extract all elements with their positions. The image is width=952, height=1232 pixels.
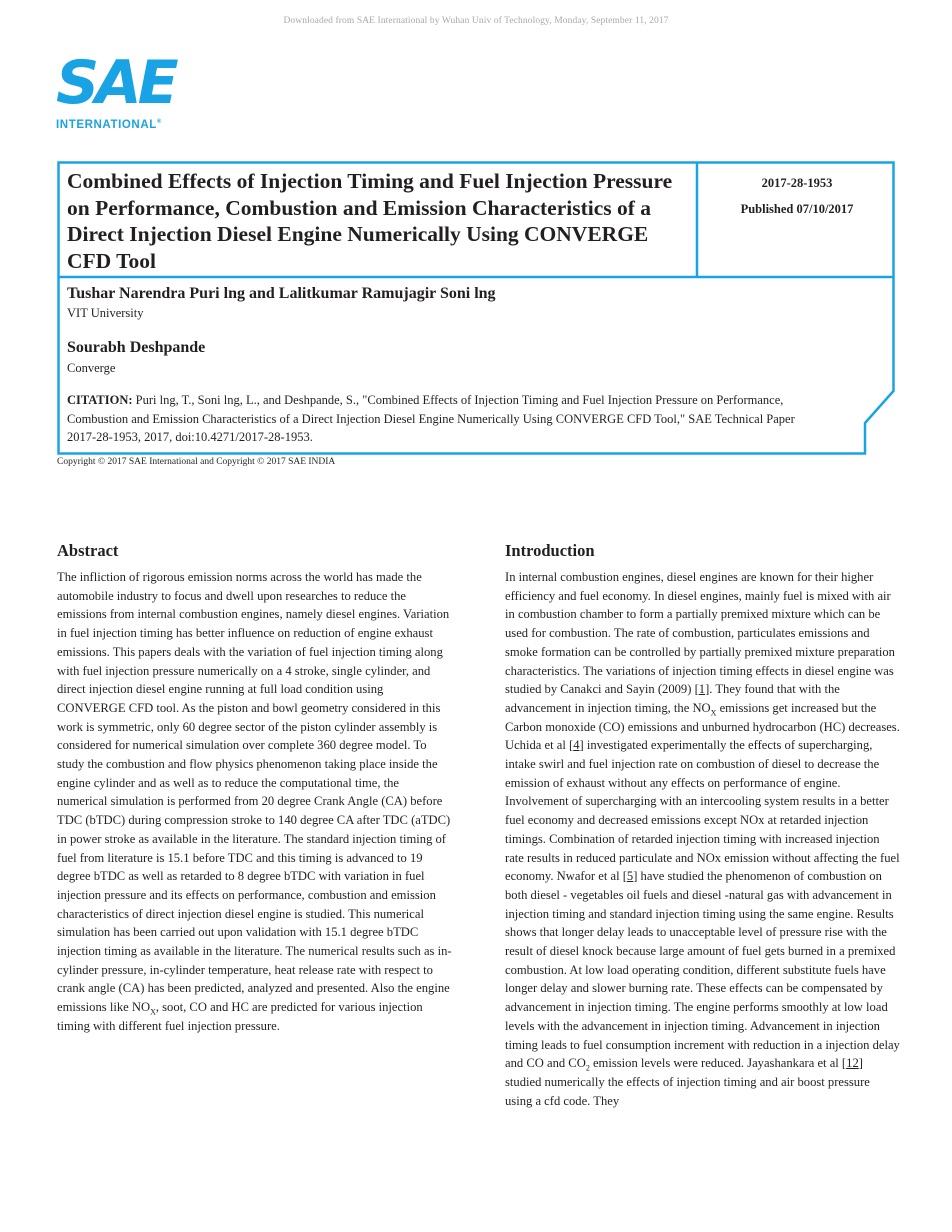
abstract-section [57,540,452,1036]
abstract-heading: Abstract [57,541,119,560]
paper-title: Combined Effects of Injection Timing and Fuel Injection Pressure on Performance, Combustion and Emission Characteristics of a Direct Injection Diesel Engine Numerically Using CONVERGE CFD Tool [67,169,673,273]
copyright: Copyright © 2017 SAE International and Copyright © 2017 SAE INDIA [57,457,336,467]
logo-mark: SAE [56,48,175,118]
reference-link[interactable]: 1 [698,682,706,697]
paper-number: 2017-28-1953 [761,176,833,190]
reference-link[interactable]: 4 [573,738,580,753]
download-note: Downloaded from SAE International by Wuhan Univ of Technology, Monday, September 11, 2017 [283,16,669,26]
logo-subtitle [56,119,162,131]
citation-label: CITATION: [67,393,133,407]
affiliation-primary: VIT University [67,306,144,320]
authors-secondary: Sourabh Deshpande [67,339,206,356]
published-date: Published 07/10/2017 [740,202,854,216]
reference-link[interactable]: 5 [626,869,634,884]
reference-link[interactable]: 12 [846,1056,859,1071]
introduction-body: In internal combustion engines, diesel engines are known for their higher efficiency and fuel economy. In diesel engines, mainly fuel is mixed with air in combustion chamber to form a partially premixed mixture which can be used for combustion. The rate of combustion, particulates emissions and smoke formation can be controlled by partially premixed mixture preparation characteristics. The variations of injection timing effects in diesel engine was studied by Canakci and Sayin (2009) [1]. They found that with the advancement in injection timing, the $NO_X$ emissions get increased but the Carbon monoxide (CO) emissions and unburned hydrocarbon (HC) decreases. Uchida et al [4] investigated experimentally the effects of supercharging, intake swirl and fuel injection rate on combustion of diesel to decrease the emission of exhaust without any effects on performance of engine. Involvement of supercharging with an intercooling system results in a better fuel economy and decreased emissions except NOx at retarded injection timings. Combination of retarded injection timing with increased injection rate results in reduced particulate and NOx emission without affecting the fuel economy. Nwafor et al [5] have studied the phenomenon of combustion on both diesel - vegetables oil fuels and diesel -natural gas with advancement in injection timing and standard injection timing using the same engine. Results shows that longer delay leads to unacceptable level of pressure rise with the result of diesel knock because large amount of fuel gets burned in a premixed combustion. At low load operating condition, different substitute fuels have longer delay and slower burning rate. These effects can be compensated by advancement in injection timing. The engine performs smoothly at low load levels with the advancement in injection timing. Advancement in injection timing leads to fuel consumption increment with reduction in a injection delay and CO and $CO_2$ emission levels were reduced. Jayashankara et al [12] studied numerically the effects of injection timing and air boost pressure using a cfd code. They [505,570,900,1108]
citation-text: Puri lng, T., Soni lng, L., and Deshpande, S., "Combined Effects of Injection Timing and Fuel Injection Pressure on Performance, Combustion and Emission Characteristics of a Direct Injection Diesel Engine Numerically Using CONVERGE CFD Tool," SAE Technical Paper 2017-28-1953, 2017, doi:10.4271/2017-28-1953. [67,393,795,444]
registered-mark: ® [156,119,162,125]
introduction-heading: Introduction [505,541,595,560]
citation [67,391,827,447]
abstract-body: The infliction of rigorous emission norms across the world has made the automobile industry to focus and dwell upon researches to reduce the emissions from internal combustion engines, namely diesel engines. Variation in fuel injection timing has better influence on reduction of engine exhaust emissions. This papers deals with the variation of fuel injection timing along with fuel injection pressure numerically on a 4 stroke, single cylinder, and direct injection diesel engine running at full load condition using CONVERGE CFD tool. As the piston and bowl geometry considered in this work is symmetric, only 60 degree sector of the piston cylinder assembly is considered for numerical simulation over complete 360 degree model. To study the combustion and flow physics phenomenon taking place inside the engine cylinder and as well as to reduce the computational time, the numerical simulation is performed from 20 degree Crank Angle (CA) before TDC (bTDC) during compression stroke to 140 degree CA after TDC (aTDC) in power stroke as available in the literature. The standard injection timing of fuel from literature is 15.1 before TDC and this timing is advanced to 19 degree bTDC as well as retarded to 8 degree bTDC with variation in fuel injection pressure and its effects on performance, combustion and emission characteristics of direct injection diesel engine is studied. This numerical simulation has been carried out upon validation with 15.1 degree bTDC injection timing as available in the literature. The numerical results such as in-cylinder pressure, in-cylinder temperature, heat release rate with respect to crank angle (CA) has been predicted, analyzed and presented. Also the engine emissions like $NO_X$, soot, CO and HC are predicted for various injection timing with different fuel injection pressure. [57,570,452,1033]
logo-subtitle-text: INTERNATIONAL [56,119,157,131]
introduction-section [505,540,900,1110]
sae-logo[interactable] [56,48,180,135]
paper-meta [700,175,894,227]
affiliation-secondary: Converge [67,361,116,375]
authors-primary: Tushar Narendra Puri lng and Lalitkumar Ramujagir Soni lng [67,285,496,302]
